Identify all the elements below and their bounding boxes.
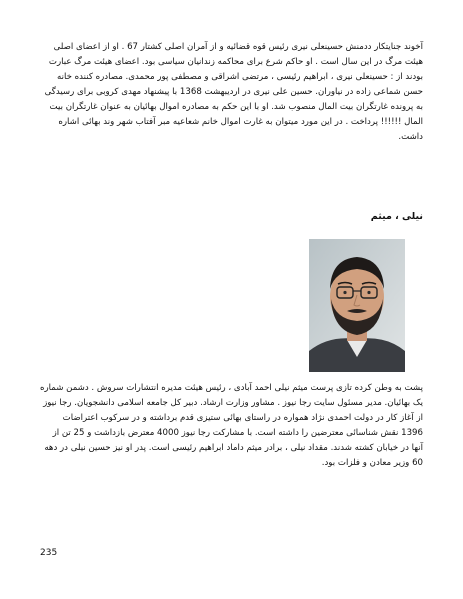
body-paragraph-2: پشت به وطن کرده تازی پرست میثم نیلی احمد آبادی ، رئیس هیئت مدیره انتشارات سروش . دشمن شماره یک بهائیان. مدیر مسئول سایت رجا نیوز . مشاور وزارت ارشاد. دبیر کل جامعه اسلامی دانشجویان. رجا نیوز از آغاز کار در دولت احمدی نژاد همواره در راستای بهائی ستیزی قدم برداشته و در سرکوب اعتراضات 1396 نقش شناسائی معترضین را داشته است. با مشارکت رجا نیوز 4000 معترض بازداشت و 25 تن از آنها در خیابان کشته شدند. مقداد نیلی ، برادر میثم داماد ابراهیم رئیسی است. پدر او نیز حسین نیلی در دهه 60 وزیر معادن و فلزات بود. xyxy=(39,383,423,468)
body-paragraph-1: آخوند جنایتکار ددمنش حسینعلی نیری رئیس قوه قضائیه و از آمران اصلی کشتار 67 . او از اعضای اصلی هیئت مرگ در این سال است . او حاکم شرع برای محاکمه زندانیان سیاسی بود. اعضای هیئت مرگ عبارت بودند از : حسینعلی نیری ، ابراهیم رئیسی ، مرتضی اشراقی و مصطفی پور محمدی. مصادره کننده خانه حسن شماعی زاده در نیاوران. حسین علی نیری در اردیبهشت 1368 با پیشنهاد مهدی کروبی برای رسیدگی به پرونده غارتگران بیت المال منصوب شد. او با این حکم به مصادره اموال بهائیان به عنوان غارتگران بیت المال !!!!!! پرداخت . در این مورد میتوان به غارت اموال خانم شعاعیه مبر آفتاب شهر وند بهائی اشاره داشت. xyxy=(44,42,423,142)
portrait-photo xyxy=(309,239,405,372)
section-heading: نیلی ، میثم xyxy=(370,211,423,222)
page-number: 235 xyxy=(40,548,58,558)
